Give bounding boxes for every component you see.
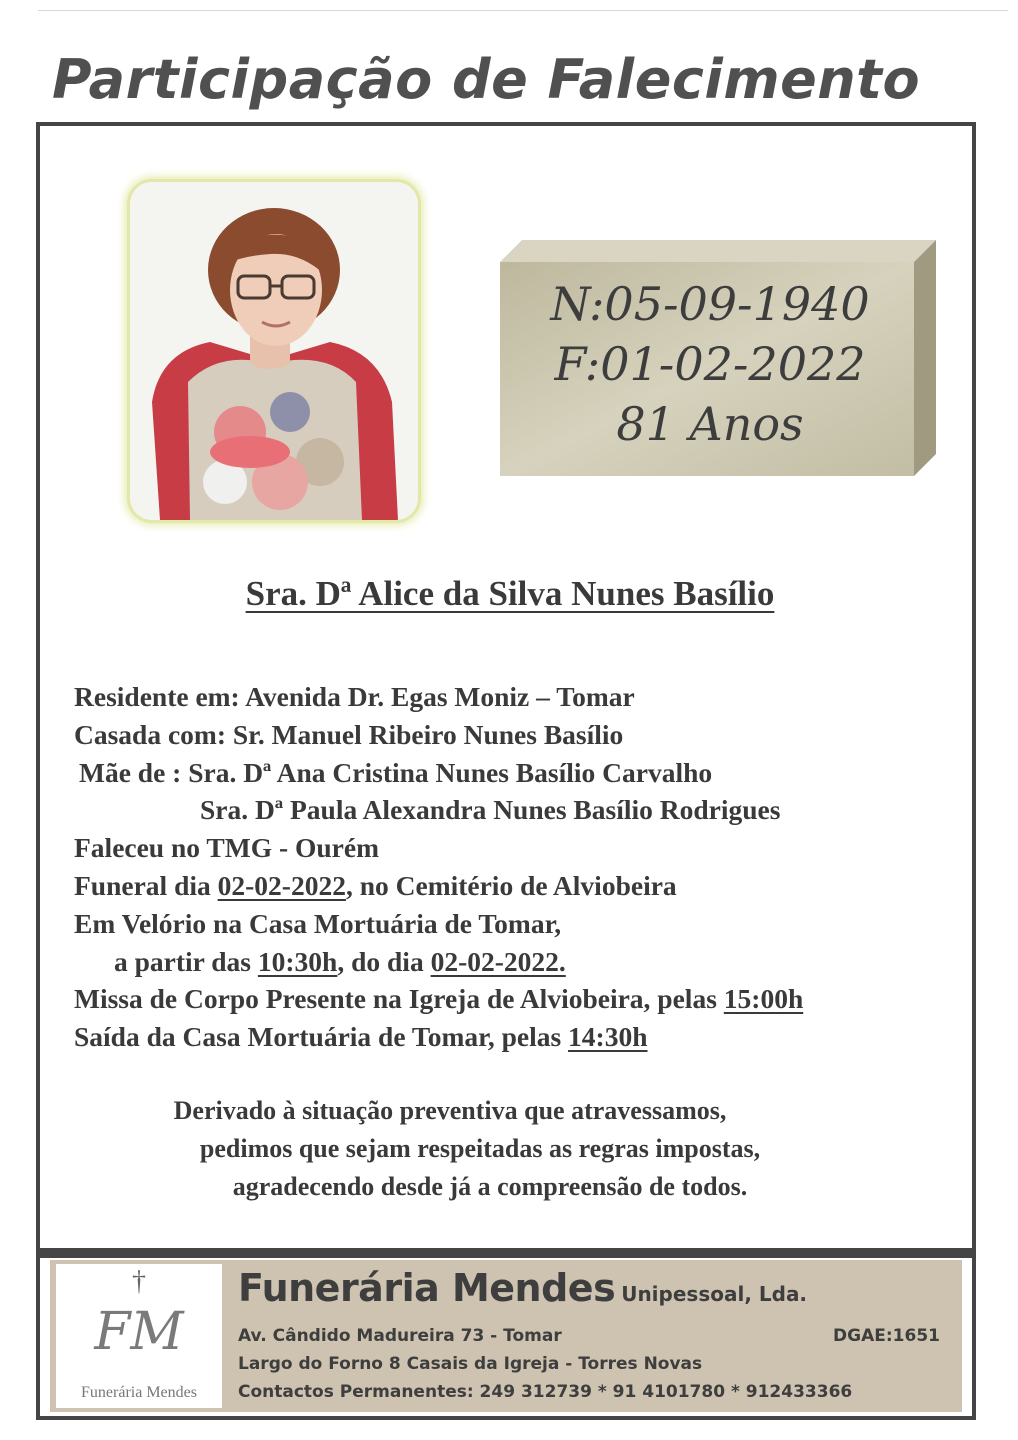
place-of-death-line: Faleceu no TMG - Ourém: [74, 832, 379, 864]
page-title: Participação de Falecimento: [52, 48, 921, 111]
monogram: FM: [94, 1302, 184, 1362]
spouse-line: Casada com: Sr. Manuel Ribeiro Nunes Basílio: [74, 718, 624, 750]
mass-line: Missa de Corpo Presente na Igreja de Alviobeira, pelas 15:00h: [74, 983, 804, 1015]
address-tomar: Av. Cândido Madureira 73 - Tomar: [238, 1326, 562, 1346]
funeral-home-footer: [50, 1260, 962, 1412]
funeral-home-logo: [56, 1264, 222, 1408]
residence-line: Residente em: Avenida Dr. Egas Moniz – Tomar: [74, 681, 635, 712]
portrait-photo: [130, 182, 418, 520]
funeral-details: [74, 678, 954, 1056]
notice-line-2: pedimos que sejam respeitadas as regras impostas,: [199, 1134, 761, 1163]
top-rule: [38, 10, 1008, 11]
dgae-number: DGAE:1651: [833, 1326, 940, 1346]
funeral-date: 02-02-2022: [217, 869, 346, 901]
death-date: F:01-02-2022: [554, 337, 866, 391]
notice-line-3: agradecendo desde já a compreensão de todos.: [232, 1172, 748, 1201]
funeral-line: Funeral dia 02-02-2022, no Cemitério de Alviobeira: [74, 869, 677, 901]
logo-caption: Funerária Mendes: [81, 1384, 197, 1401]
funeral-home-name: Funerária Mendes Unipessoal, Lda.: [238, 1266, 808, 1310]
wake-date: 02-02-2022.: [430, 945, 566, 977]
footer-divider: [40, 1248, 972, 1258]
notice-frame: [36, 122, 976, 1420]
wake-time: 10:30h: [257, 945, 338, 977]
deceased-name: Sra. Dª Alice da Silva Nunes Basílio: [245, 574, 775, 613]
age: 81 Anos: [616, 397, 804, 451]
wake-line: Em Velório na Casa Mortuária de Tomar,: [74, 907, 562, 939]
children-line-2: Sra. Dª Paula Alexandra Nunes Basílio Rodrigues: [200, 794, 781, 826]
mass-time: 15:00h: [723, 983, 804, 1015]
wake-time-line: a partir das 10:30h, do dia 02-02-2022.: [114, 945, 566, 977]
children-line-1: Mãe de : Sra. Dª Ana Cristina Nunes Basílio Carvalho: [79, 756, 713, 788]
address-torres-novas: Largo do Forno 8 Casais da Igreja - Torres Novas: [238, 1354, 703, 1374]
departure-line: Saída da Casa Mortuária de Tomar, pelas 14:30h: [74, 1021, 648, 1053]
contacts-line: Contactos Permanentes: 249 312739 * 91 4101780 * 912433366: [238, 1382, 853, 1402]
departure-time: 14:30h: [568, 1021, 648, 1053]
covid-notice: [40, 1092, 980, 1206]
dates-plaque: [500, 240, 936, 476]
cross-icon: †: [132, 1266, 146, 1297]
notice-line-1: Derivado à situação preventiva que atravessamos,: [173, 1096, 727, 1125]
birth-date: N:05-09-1940: [550, 277, 870, 331]
